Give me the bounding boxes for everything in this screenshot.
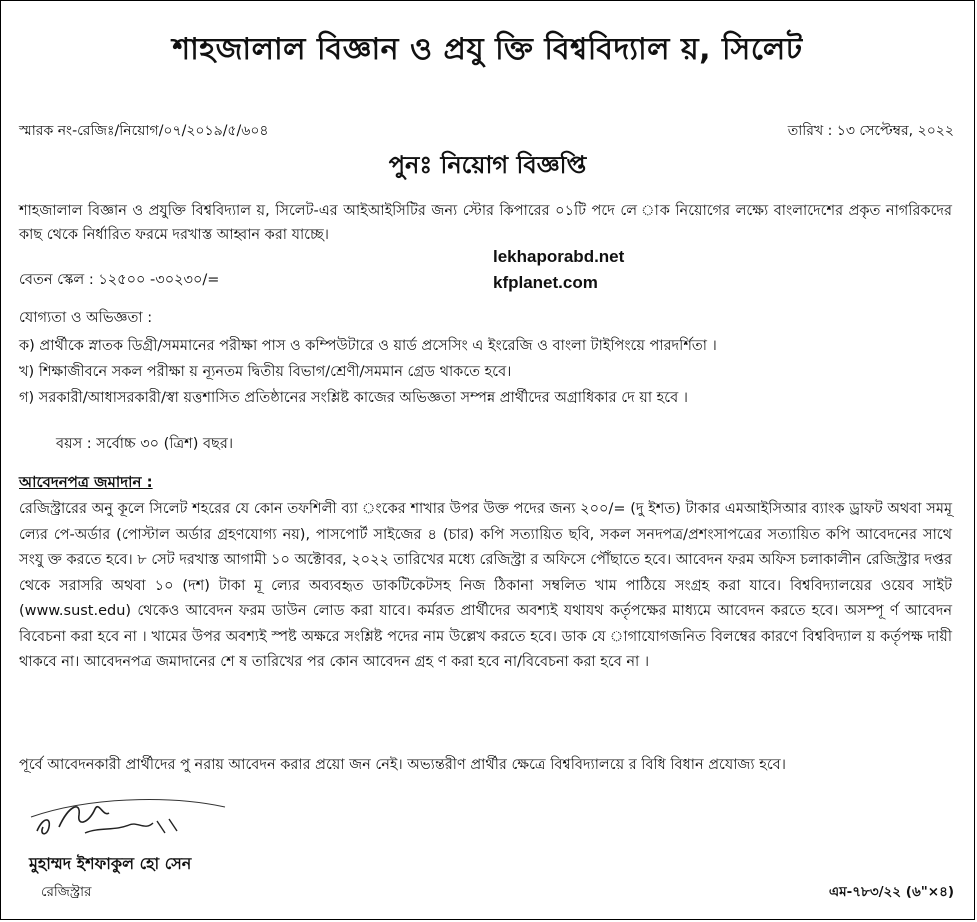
- memo-number: স্মারক নং-রেজিঃ/নিয়োগ/০৭/২০১৯/৫/৬০৪: [19, 123, 269, 139]
- qualification-item: ক) প্রার্থীকে স্নাতক ডিগ্রী/সমমানের পরীক্ষা পাস ও কম্পিউটারে ও য়ার্ড প্রসেসিং এ ইংরেজি ও বাংলা টাইপিংয়ে পারদর্শিতা ।: [19, 338, 717, 354]
- application-paragraph: রেজিস্ট্রারের অনু কূলে সিলেট শহরের যে কোন তফশিলী ব্যা ংকের শাখার উপর উক্ত পদের জন্য ২০০/= (দু ইশত) টাকার এমআইসিআর ব্যাংক ড্রাফট অথবা সমমূ ল্যের পে-অর্ডার (পোস্টাল অর্ডার গ্রহণযোগ্য নয়), পাসপোর্ট সাইজের ৪ (চার) কপি সত্যায়িত ছবি, সকল সনদপত্র/প্রশংসাপত্রের সত্যায়িত কপি আবেদনের সাথে সংযু ক্ত করতে হবে। ৮ সেট দরখাস্ত আগামী ১০ অক্টোবর, ২০২২ তারিখের মধ্যে রেজিস্ট্রা র অফিসে পৌঁছাতে হবে। আবেদন ফরম অফিস চলাকালীন রেজিস্ট্রার দপ্তর থেকে সরাসরি অথবা ১০ (দশ) টাকা মূ ল্যের অব্যবহৃত ডাকটিকেটসহ নিজ ঠিকানা সম্বলিত খাম পাঠিয়ে সংগ্রহ করা যাবে। বিশ্ববিদ্যালয়ের ওয়েব সাইট (www.sust.edu) থেকেও আবেদন ফরম ডাউন লোড করা যাবে। কর্মরত প্রার্থীদের অবশ্যই যথাযথ কর্তৃপক্ষের মাধ্যমে আবেদন করতে হবে। অসম্পূ র্ণ আবেদন বিবেচনা করা হবে না । খামের উপর অবশ্যই স্পষ্ট অক্ষরে সংশ্লিষ্ট পদের নাম উল্লেখ করতে হবে। ডাক যে াগাযোগজনিত বিলম্বের কারণে বিশ্ববিদ্যাল য় কর্তৃপক্ষ দায়ী থাকবে না। আবেদনপত্র জমাদানের শে ষ তারিখের পর কোন আবেদন গ্রহ ণ করা হবে না/বিবেচনা করা হবে না ।: [19, 501, 952, 670]
- qualification-item: খ) শিক্ষাজীবনে সকল পরীক্ষা য় ন্যূনতম দ্বিতীয় বিভাগ/শ্রেণী/সমমান গ্রেড থাকতে হবে।: [19, 364, 512, 380]
- watermark-kfplanet: kfplanet.com: [493, 273, 598, 292]
- closing-paragraph: পূর্বে আবেদনকারী প্রার্থীদের পু নরায় আবেদন করার প্রয়ো জন নেই। অভ্যন্তরীণ প্রার্থীর ক্ষেত্রে বিশ্ববিদ্যালয়ে র বিধি বিধান প্রযোজ্য হবে।: [19, 757, 786, 773]
- application-heading: আবেদনপত্র জমাদান :: [19, 473, 153, 491]
- qualification-item: গ) সরকারী/আধাসরকারী/স্বা য়ত্তশাসিত প্রতিষ্ঠানের সংশ্লিষ্ট কাজের অভিজ্ঞতা সম্পন্ন প্রার্থীদের অগ্রাধিকার দে য়া হবে ।: [19, 390, 688, 406]
- age-limit: বয়স : সর্বোচ্চ ৩০ (ত্রিশ) বছর।: [56, 436, 234, 452]
- signature-image: [29, 787, 229, 845]
- qualification-title: যোগ্যতা ও অভিজ্ঞতা :: [19, 310, 153, 326]
- qualification-list: [19, 333, 717, 411]
- notice-date: তারিখ : ১৩ সেপ্টেম্বর, ২০২২: [787, 123, 954, 139]
- watermark-lekhaporabd: lekhaporabd.net: [493, 247, 625, 266]
- ad-code: এম-৭৮৩/২২ (৬"×৪): [828, 884, 954, 900]
- intro-paragraph: শাহজালাল বিজ্ঞান ও প্রযুক্তি বিশ্ববিদ্যাল য়, সিলেট-এর আইআইসিটির জন্য স্টোর কিপারের ০১টি পদে লে াক নিয়োগের লক্ষ্যে বাংলাদেশের প্রকৃত নাগরিকদের কাছ থেকে নির্ধারিত ফরমে দরখাস্ত আহ্বান করা যাচ্ছে।: [19, 203, 952, 243]
- signer-name: মুহাম্মদ ইশফাকুল হো সেন: [29, 854, 192, 873]
- signer-designation: রেজিস্ট্রার: [41, 884, 92, 900]
- notice-heading: পুনঃ নিয়োগ বিজ্ঞপ্তি: [388, 151, 587, 179]
- salary-scale: বেতন স্কেল : ১২৫০০ -৩০২৩০/=: [19, 272, 220, 288]
- university-title: শাহজালাল বিজ্ঞান ও প্রযু ক্তি বিশ্ববিদ্যাল য়, সিলেট: [172, 32, 803, 67]
